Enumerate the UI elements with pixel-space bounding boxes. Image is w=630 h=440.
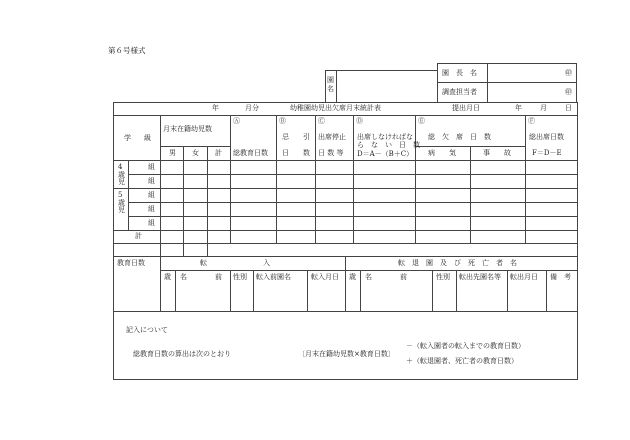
col-d-label-2: ら な い 日 数 [357,141,420,149]
transfer-in-header: 転 入 [200,259,270,267]
transfer-in-date: 転入月日 [311,273,339,281]
col-boys: 男 [169,149,176,157]
col-girls: 女 [192,149,199,157]
transfer-gender: 性別 [233,273,247,281]
transfer-age-2: 歳 [349,273,356,281]
row-class-2: 組 [148,177,155,185]
col-e-mark: Ⓔ [418,117,425,125]
col-f-formula: F＝D－E [532,149,562,157]
col-f-label: 総出席日数 [529,133,564,141]
transfer-age: 歳 [164,273,171,281]
submit-month: 月 [540,104,547,112]
col-d-label-1: 出席しなければな [357,133,413,141]
row-class-1: 組 [148,163,155,171]
kindergarten-label: 園名 [327,76,334,94]
col-b-mark: Ⓑ [279,117,286,125]
col-c-label-1: 出席停止 [318,133,346,141]
col-e-sick: 病 気 [428,149,456,157]
row-total: 計 [135,232,142,240]
transfer-out-date: 転出月日 [510,273,538,281]
col-a-mark: Ⓐ [233,117,240,125]
notes-bracket-formula: 〔月末在籍幼児数×教育日数〕 [298,350,395,358]
notes-calc-label: 総教育日数の算出は次のとおり [133,350,231,358]
col-grade: 学 級 [124,134,154,142]
row-age5: 5歳児 [118,191,125,215]
investigator-label: 調査担当者 [442,88,477,96]
col-d-label-3: D＝A－（B＋C） [357,150,414,158]
transfer-name-2: 名 前 [365,273,407,281]
col-b-label-1: 忌 引 [282,133,310,141]
col-total: 計 [215,149,222,157]
transfer-name: 名 前 [180,273,222,281]
form-number: 第６号様式 [108,46,146,55]
submit-day: 日 [565,104,572,112]
director-seal: ㊞ [565,69,572,77]
kindergarten-name-box [325,70,438,103]
submit-year: 年 [515,104,522,112]
transfer-prev-school: 転入前園名 [256,273,291,281]
transfer-dest-school: 転出先園名等 [459,273,501,281]
notes-heading: 記入について [126,326,168,334]
notes-minus-line: －（転入園者の転入までの教育日数） [406,342,525,350]
row-class-4: 組 [148,205,155,213]
col-enrolled: 月末在籍幼児数 [163,125,212,133]
transfer-out-header: 転 退 園 及 び 死 亡 者 名 [398,259,517,267]
title-year: 年 [212,104,219,112]
col-c-label-2: 日 数 等 [318,149,344,157]
row-class-5: 組 [148,219,155,227]
investigator-seal: ㊞ [565,88,572,96]
col-e-accident: 事 故 [483,149,511,157]
transfer-gender-2: 性別 [436,273,450,281]
transfer-education-days: 教育日数 [117,259,145,267]
notes-plus-line: ＋（転退園者、死亡者の教育日数） [406,357,518,365]
row-age4: 4歳児 [118,163,125,187]
col-a-label: 総教育日数 [233,149,268,157]
title-month: 月分 [245,104,259,112]
col-c-mark: Ⓒ [318,117,325,125]
submit-label: 提出月日 [452,104,480,112]
col-f-mark: Ⓕ [528,117,535,125]
col-d-mark: Ⓓ [356,117,363,125]
col-e-label: 総 欠 席 日 数 [428,133,491,141]
col-b-label-2: 日 数 [282,149,310,157]
row-class-3: 組 [148,191,155,199]
transfer-remarks: 備 考 [550,273,571,281]
table-title: 幼稚園幼児出欠席月末統計表 [290,104,381,112]
director-label: 園 長 名 [442,69,477,77]
